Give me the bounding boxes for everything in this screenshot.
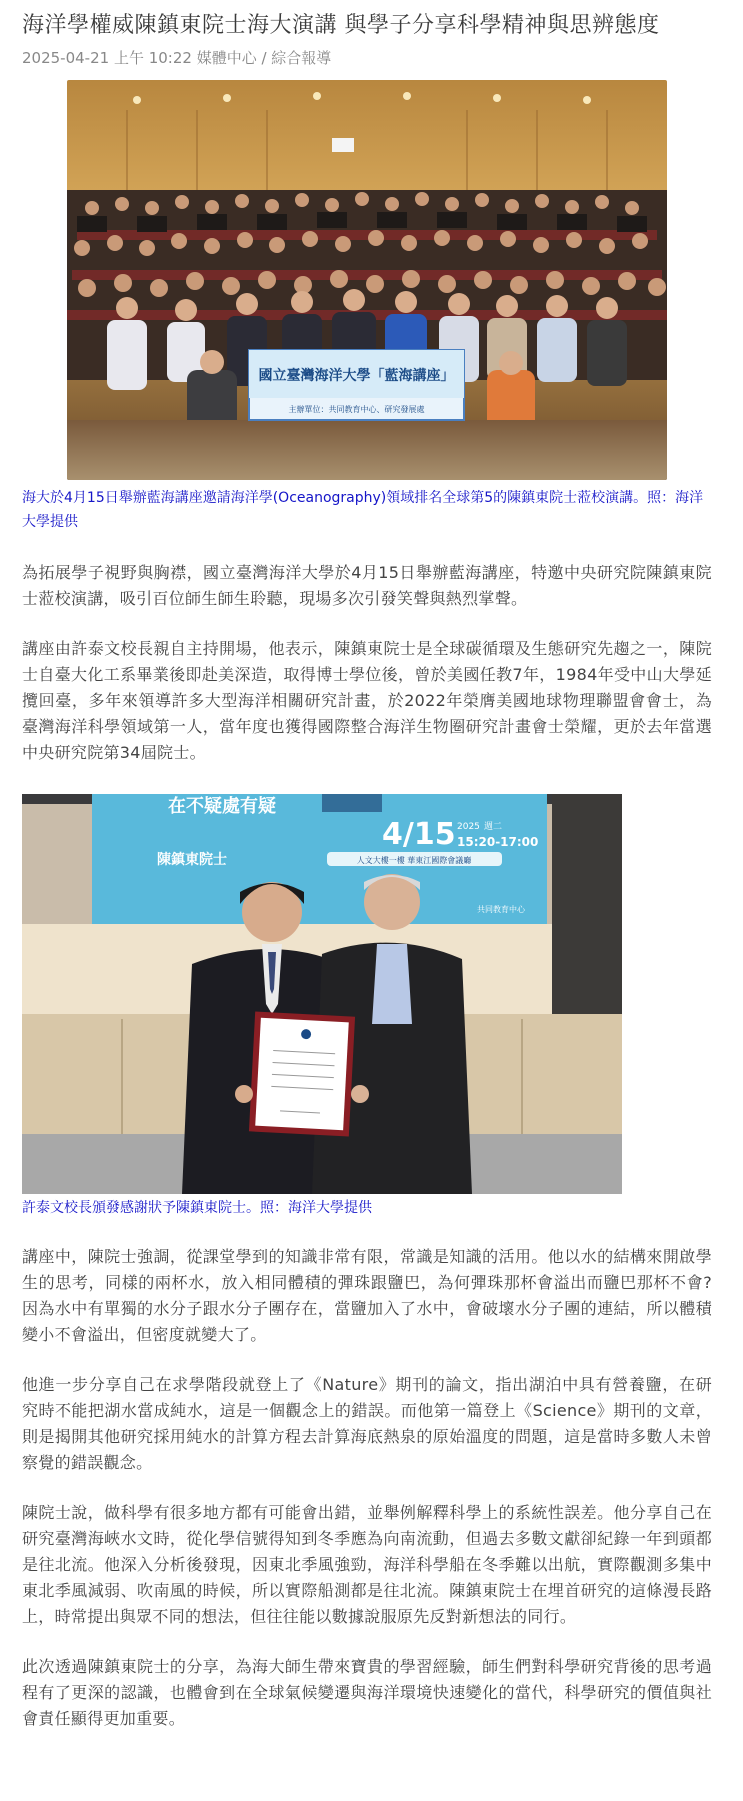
certificate-photo-illustration	[22, 794, 622, 1194]
group-photo	[67, 80, 667, 480]
photo-caption-2: 許泰文校長頒發感謝狀予陳鎮東院士。照：海洋大學提供	[22, 1200, 372, 1216]
group-photo-illustration	[67, 80, 667, 480]
screen-title: 在不疑處有疑	[168, 796, 276, 817]
screen-speaker: 陳鎮東院士	[157, 852, 227, 868]
screen-org: 共同教育中心	[477, 905, 525, 914]
photo-caption-1: 海大於4月15日舉辦藍海講座邀請海洋學(Oceanography)領域排名全球第5的陳鎮東院士蒞校演講。照：海洋大學提供	[22, 490, 704, 530]
paragraph-6: 此次透過陳鎮東院士的分享，為海大師生帶來寶貴的學習經驗，師生們對科學研究背後的思考過程有了更深的認識，也體會到在全球氣候變遷與海洋環境快速變化的當代，科學研究的價值與社會責任顯得更加重要。	[22, 1657, 712, 1728]
certificate	[249, 1011, 355, 1136]
paragraph-4: 他進一步分享自己在求學階段就登上了《Nature》期刊的論文，指出湖泊中具有營養鹽，在研究時不能把湖水當成純水，這是一個觀念上的錯誤。而他第一篇登上《Science》期刊的文章，則是揭開其他研究採用純水的計算方程去計算海底熱泉的原始溫度的問題，這是當時多數人未曾察覺的錯誤觀念。	[22, 1375, 712, 1472]
article-meta: 2025-04-21 上午 10:22 媒體中心 / 綜合報導	[22, 49, 332, 67]
screen-venue: 人文大樓一樓 華東江國際會議廳	[356, 856, 472, 865]
screen-date: 4/15	[382, 817, 456, 852]
screen-weekday: 週二	[484, 822, 503, 832]
lecture-banner	[249, 350, 464, 420]
paragraph-3: 講座中，陳院士強調，從課堂學到的知識非常有限，常識是知識的活用。他以水的結構來開啟學生的思考，同樣的兩杯水，放入相同體積的彈珠跟鹽巴，為何彈珠那杯會溢出而鹽巴那杯不會?因為水中有單獨的水分子跟水分子團存在，當鹽加入了水中，會破壞水分子團的連結，所以體積變小不會溢出，但密度就變大了。	[22, 1247, 712, 1344]
page-title: 海洋學權威陳鎮東院士海大演講 與學子分享科學精神與思辨態度	[22, 13, 660, 38]
banner-title: 國立臺灣海洋大學「藍海講座」	[258, 368, 455, 384]
paragraph-1: 為拓展學子視野與胸襟，國立臺灣海洋大學於4月15日舉辦藍海講座，特邀中央研究院陳鎮東院士蒞校演講，吸引百位師生師生聆聽，現場多次引發笑聲與熱烈掌聲。	[22, 563, 712, 608]
banner-subtitle: 主辦單位：共同教育中心、研究發展處	[288, 405, 425, 414]
certificate-photo	[22, 794, 622, 1194]
screen-time: 15:20-17:00	[457, 835, 539, 849]
screen-year: 2025	[457, 822, 480, 832]
paragraph-5: 陳院士說，做科學有很多地方都有可能會出錯，並舉例解釋科學上的系統性誤差。他分享自己在研究臺灣海峽水文時，從化學信號得知到冬季應為向南流動，但過去多數文獻卻紀錄一年到頭都是往北流。他深入分析後發現，因東北季風強勁，海洋科學船在冬季難以出航，實際觀測多集中東北季風減弱、吹南風的時候，所以實際船測都是往北流。陳鎮東院士在埋首研究的這條漫長路上，時常提出與眾不同的想法，但往往能以數據說服原先反對新想法的同行。	[22, 1503, 712, 1626]
paragraph-2: 講座由許泰文校長親自主持開場，他表示，陳鎮東院士是全球碳循環及生態研究先趨之一，陳院士自臺大化工系畢業後即赴美深造，取得博士學位後，曾於美國任教7年，1984年受中山大學延攬回臺，多年來領導許多大型海洋相關研究計畫，於2022年榮膺美國地球物理聯盟會會士，為臺灣海洋科學領域第一人，當年度也獲得國際整合海洋生物圈研究計畫會士榮耀，更於去年當選中央研究院第34屆院士。	[22, 639, 712, 762]
